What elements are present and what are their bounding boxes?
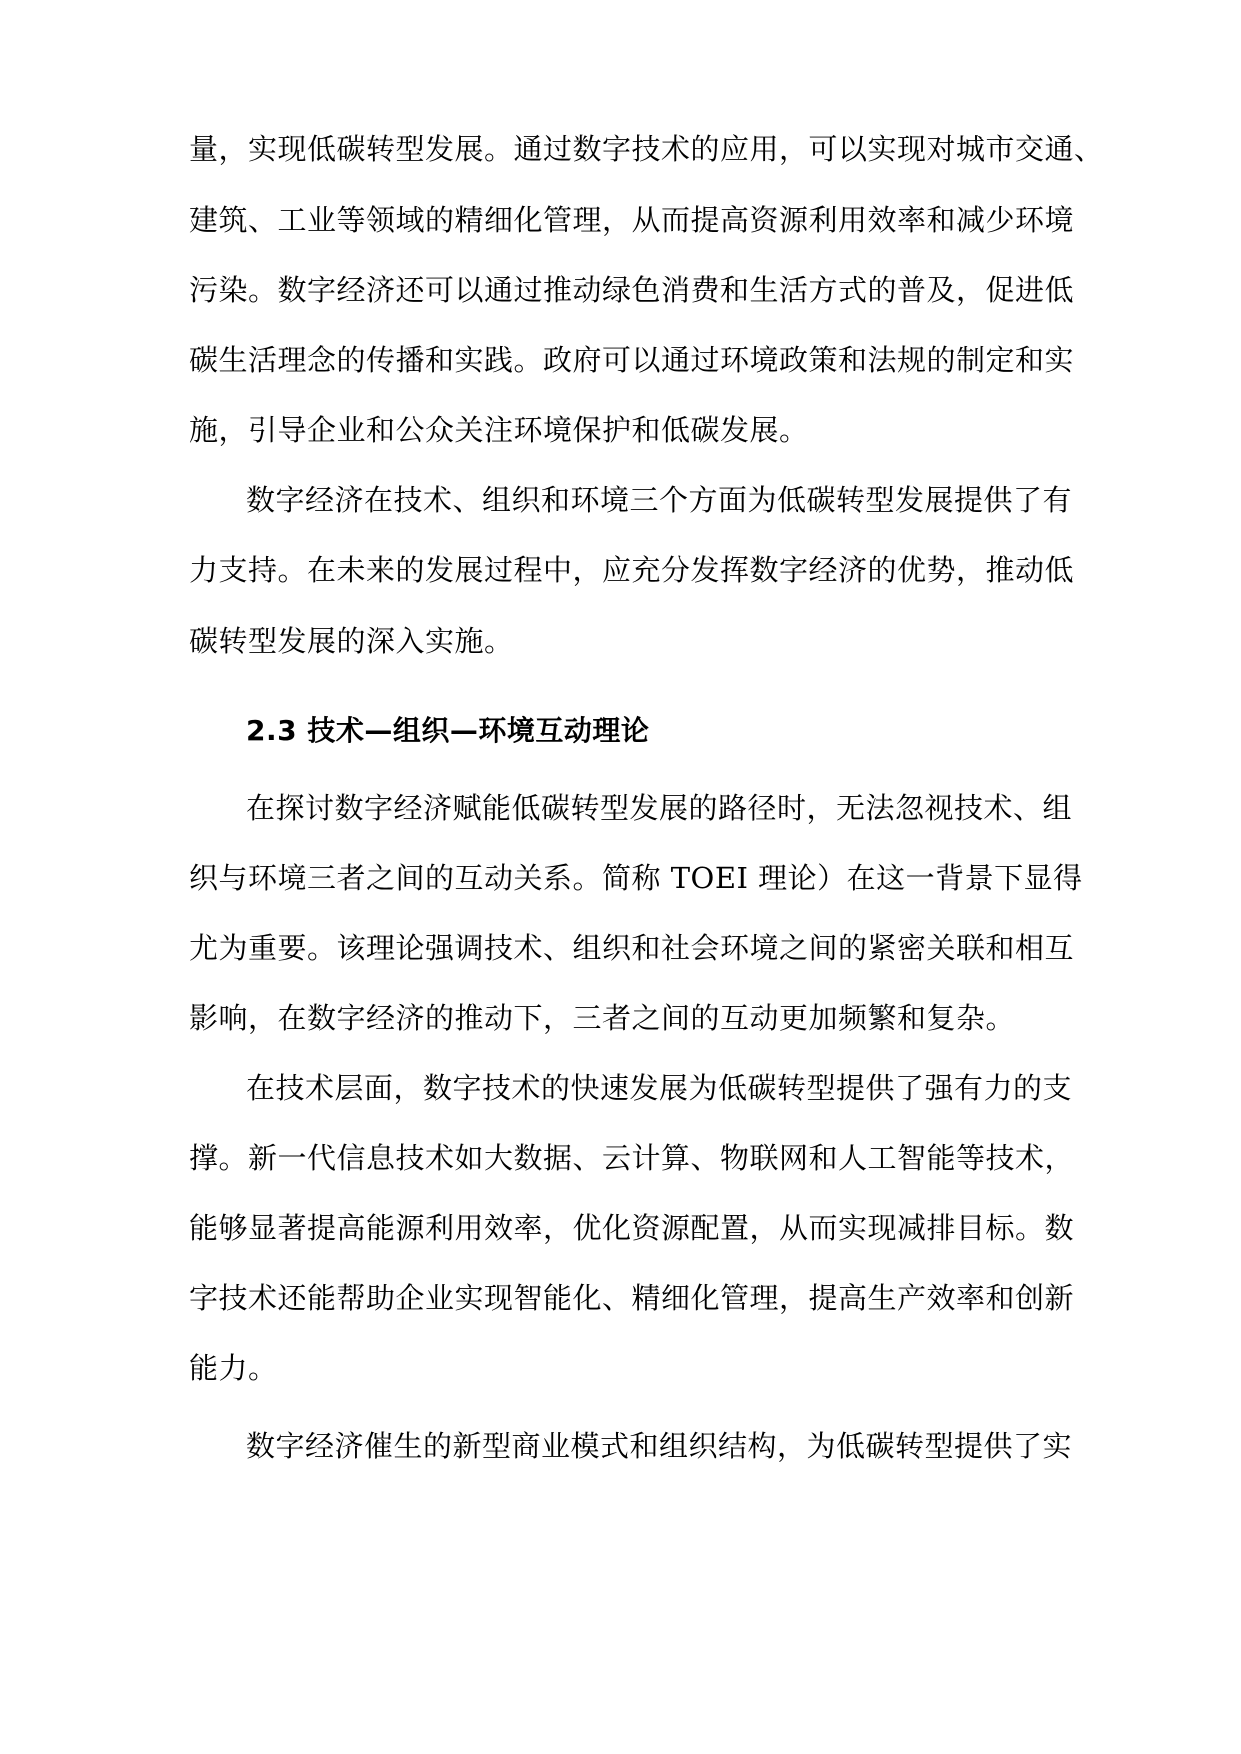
paragraph-3-line-1: 在探讨数字经济赋能低碳转型发展的路径时，无法忽视技术、组: [246, 791, 1073, 825]
paragraph-1-line-4: 碳生活理念的传播和实践。政府可以通过环境政策和法规的制定和实: [189, 343, 1075, 377]
paragraph-3-line-2: 织与环境三者之间的互动关系。简称 TOEI 理论）在这一背景下显得: [189, 861, 1083, 895]
paragraph-1-line-3: 污染。数字经济还可以通过推动绿色消费和生活方式的普及，促进低: [189, 273, 1075, 307]
paragraph-1-line-2: 建筑、工业等领域的精细化管理，从而提高资源利用效率和减少环境: [189, 203, 1075, 237]
paragraph-4-line-3: 能够显著提高能源利用效率，优化资源配置，从而实现减排目标。数: [189, 1211, 1075, 1245]
paragraph-4-line-5: 能力。: [189, 1351, 278, 1385]
paragraph-2-line-3: 碳转型发展的深入实施。: [189, 624, 514, 658]
paragraph-1-line-1: 量，实现低碳转型发展。通过数字技术的应用，可以实现对城市交通、: [189, 132, 1104, 166]
paragraph-1-line-5: 施，引导企业和公众关注环境保护和低碳发展。: [189, 413, 809, 447]
paragraph-4-line-4: 字技术还能帮助企业实现智能化、精细化管理，提高生产效率和创新: [189, 1281, 1075, 1315]
section-heading: 2.3 技术—组织—环境互动理论: [246, 714, 650, 747]
paragraph-3-line-4: 影响，在数字经济的推动下，三者之间的互动更加频繁和复杂。: [189, 1001, 1016, 1035]
paragraph-2-line-2: 力支持。在未来的发展过程中，应充分发挥数字经济的优势，推动低: [189, 553, 1075, 587]
paragraph-3-line-3: 尤为重要。该理论强调技术、组织和社会环境之间的紧密关联和相互: [189, 931, 1075, 965]
paragraph-5-line-1: 数字经济催生的新型商业模式和组织结构，为低碳转型提供了实: [246, 1429, 1073, 1463]
paragraph-4-line-2: 撑。新一代信息技术如大数据、云计算、物联网和人工智能等技术，: [189, 1141, 1075, 1175]
paragraph-2-line-1: 数字经济在技术、组织和环境三个方面为低碳转型发展提供了有: [246, 483, 1073, 517]
paragraph-4-line-1: 在技术层面，数字技术的快速发展为低碳转型提供了强有力的支: [246, 1071, 1073, 1105]
